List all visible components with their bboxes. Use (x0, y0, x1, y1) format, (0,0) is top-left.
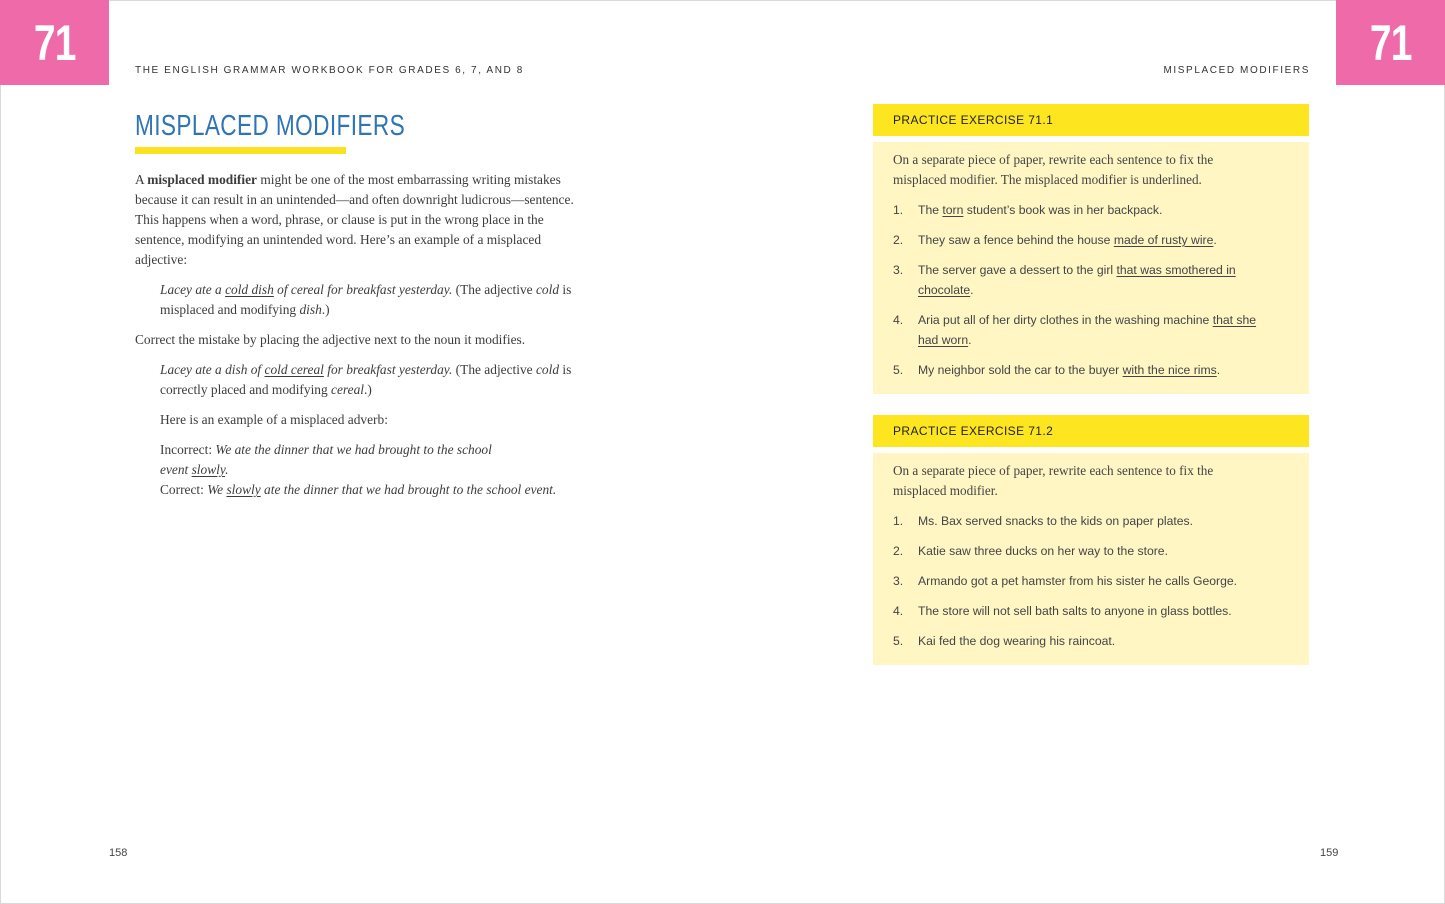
example-misplaced-adjective: Lacey ate a cold dish of cereal for breakfast yesterday. (The adjective cold is misplaced and modifying dish.) (160, 282, 572, 317)
exercise-item: 5. My neighbor sold the car to the buyer with the nice rims. (893, 363, 1221, 377)
practice-exercise-71-2 (873, 415, 1309, 665)
chapter-tab-left (0, 0, 109, 85)
exercise-item: 3. The server gave a dessert to the girl that was smothered in chocolate. (893, 263, 1236, 297)
key-term: misplaced modifier (147, 172, 257, 187)
lesson-body (135, 170, 575, 510)
example-correct-adjective: Lacey ate a dish of cold cereal for breakfast yesterday. (The adjective cold is correctly placed and modifying cereal.) (160, 362, 572, 397)
running-head-book-title: THE ENGLISH GRAMMAR WORKBOOK FOR GRADES 6, 7, AND 8 (135, 65, 524, 76)
exercise-body (873, 142, 1309, 394)
practice-exercise-71-1 (873, 104, 1309, 394)
exercise-item: 1. Ms. Bax served snacks to the kids on paper plates. (893, 514, 1194, 528)
exercise-title: PRACTICE EXERCISE 71.2 (873, 415, 1309, 447)
page-number-left: 158 (109, 847, 128, 859)
incorrect-example: Incorrect: We ate the dinner that we had brought to the school event slowly. (160, 442, 492, 477)
exercise-list (893, 200, 1269, 380)
exercise-item: 4. Aria put all of her dirty clothes in the washing machine that she had worn. (893, 313, 1257, 347)
adverb-intro: Here is an example of a misplaced adverb: (160, 412, 388, 427)
exercise-item: 2. They saw a fence behind the house made of rusty wire. (893, 233, 1217, 247)
chapter-tab-right (1336, 0, 1445, 85)
intro-paragraph: A misplaced modifier might be one of the most embarrassing writing mistakes because it can result in an unintended—and often downright ludicrous—sentence. This happens when a word, phrase, or clause is put in the wrong place in the sentence, modifying an unintended word. Here’s an example of a misplaced adjective: (135, 172, 574, 267)
exercise-item: 1. The torn student’s book was in her backpack. (893, 203, 1163, 217)
exercise-instructions: On a separate piece of paper, rewrite each sentence to fix the misplaced modifier. (893, 463, 1214, 498)
chapter-number: 71 (33, 14, 76, 71)
exercise-item: 2. Katie saw three ducks on her way to the store. (893, 544, 1168, 558)
exercise-list (893, 511, 1269, 651)
section-title: MISPLACED MODIFIERS (135, 110, 406, 142)
exercise-item: 4. The store will not sell bath salts to anyone in glass bottles. (893, 604, 1232, 618)
exercise-item: 5. Kai fed the dog wearing his raincoat. (893, 634, 1116, 648)
correct-example: Correct: We slowly ate the dinner that we had brought to the school event. (160, 482, 557, 497)
chapter-number: 71 (1369, 14, 1412, 71)
exercise-item: 3. Armando got a pet hamster from his sister he calls George. (893, 574, 1238, 588)
exercise-title: PRACTICE EXERCISE 71.1 (873, 104, 1309, 136)
correction-paragraph: Correct the mistake by placing the adjective next to the noun it modifies. (135, 332, 526, 347)
exercise-instructions: On a separate piece of paper, rewrite each sentence to fix the misplaced modifier. The misplaced modifier is underlined. (893, 152, 1214, 187)
title-underline (135, 147, 346, 154)
running-head-chapter-title: MISPLACED MODIFIERS (1163, 65, 1310, 76)
page-number-right: 159 (1320, 847, 1339, 859)
exercise-body (873, 453, 1309, 665)
